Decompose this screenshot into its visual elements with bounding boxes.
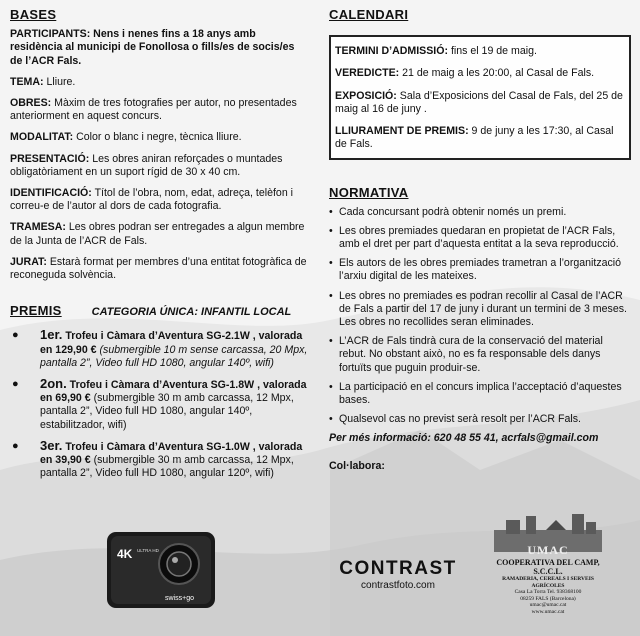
premis-title: PREMIS	[10, 303, 62, 319]
prize-detail: (submergible 30 m amb carcassa, 12 Mpx, pantalla 2”, Video full HD 1080, angular 140º, estabilitzador, wifi)	[40, 392, 294, 431]
normativa-item: • Les obres premiades quedaran en propietat de l’ACR Fals, amb el dret per part d’aquesta entitat a la seva reproducció.	[329, 224, 619, 251]
bases-item: MODALITAT: Color o blanc i negre, tècnica lliure.	[10, 131, 242, 144]
bullet-icon: ●	[12, 439, 19, 452]
prize-place: 2on.	[40, 376, 67, 392]
umac-logo	[486, 512, 610, 615]
contrast-url: contrastfoto.com	[361, 580, 435, 591]
normativa-item: • Cada concursant podrà obtenir només un premi.	[329, 205, 567, 218]
umac-email: umac@umac.cat	[529, 602, 567, 608]
prize-place: 3er.	[40, 437, 63, 453]
prize-head: Trofeu i Càmara d’Aventura SG-1.0W , valorada en 39,90 €	[40, 440, 303, 467]
bases-title: BASES	[10, 7, 57, 22]
bases-item: JURAT: Estarà format per membres d’una entitat fotogràfica de reconeguda solvència.	[10, 255, 307, 282]
calendari-item: VEREDICTE: 21 de maig a les 20:00, al Casal de Fals.	[335, 67, 595, 80]
calendari-item: EXPOSICIÓ: Sala d’Exposicions del Casal de Fals, del 25 de maig al 16 de juny .	[335, 89, 623, 115]
normativa-list	[329, 206, 631, 427]
normativa-item: • Les obres no premiades es podran recollir al Casal de l’ACR de Fals a partir del 17 de juny i durant un termini de 3 meses. Les obres no recollides seran eliminades.	[329, 289, 627, 329]
collabora-label: Col·labora:	[329, 459, 385, 472]
normativa-item: • Qualsevol cas no previst serà resolt per l’ACR Fals.	[329, 413, 581, 426]
umac-name: UMAC	[527, 543, 569, 557]
camera-brand-label: swiss+go	[165, 595, 194, 602]
bullet-icon: ●	[12, 378, 19, 391]
calendari-item: TERMINI D’ADMISSIÓ: fins el 19 de maig.	[335, 45, 537, 58]
left-column	[10, 8, 308, 480]
premis-category: CATEGORIA ÚNICA: INFANTIL LOCAL	[91, 306, 292, 319]
bases-item: PRESENTACIÓ: Les obres aniran reforçades o muntades obligatòriament en un suport rígid de 30 x 40 cm.	[10, 152, 283, 178]
prize-head: Trofeu i Càmara d’Aventura SG-1.8W , valorada en 69,90 €	[40, 379, 307, 405]
contact-info: Per més informació: 620 48 55 41, acrfals@gmail.com	[329, 432, 599, 445]
action-camera-image	[105, 530, 217, 610]
camera-4k-label: 4K	[117, 547, 133, 561]
bases-item: TEMA: Lliure.	[10, 75, 76, 88]
bases-item: PARTICIPANTS: Nens i nenes fins a 18 anys amb residència al municipi de Fonollosa o fills/es de socis/es de l’ACR Fals.	[10, 28, 295, 67]
bases-item: TRAMESA: Les obres podran ser entregades a algun membre de la Junta de l’ACR de Fals.	[10, 221, 305, 247]
bases-list	[10, 28, 308, 282]
umac-web: www.umac.cat	[531, 608, 565, 615]
prize-detail: (submergible 10 m sense carcassa, 20 Mpx, pantalla 2”, Video full HD 1080, angular 140º, wifi)	[40, 343, 308, 369]
bases-item: OBRES: Màxim de tres fotografies per autor, no presentades anteriorment en aquest concurs.	[10, 97, 297, 123]
prize-head: Trofeu i Càmara d’Aventura SG-2.1W , valorada en 129,90 €	[40, 330, 303, 356]
prize-item	[10, 328, 308, 370]
umac-address: Casa La Torra Tel. 938368100	[514, 589, 582, 595]
calendari-item: LLIURAMENT DE PREMIS: 9 de juny a les 17:30, al Casal de Fals.	[335, 125, 614, 151]
umac-full-name: COOPERATIVA DEL CAMP, S.C.C.L.	[496, 558, 600, 576]
normativa-item: • Els autors de les obres premiades trametran a l’organització l’arxiu digital de les mateixes.	[329, 257, 622, 283]
premis-header	[10, 304, 308, 319]
bases-item: IDENTIFICACIÓ: Títol de l’obra, nom, edat, adreça, telèfon i correu-e de l’autor al dors de cada fotografia.	[10, 187, 294, 213]
contrast-name: CONTRAST	[339, 558, 457, 579]
bullet-icon: ●	[12, 329, 19, 342]
calendari-box	[329, 35, 631, 160]
normativa-item: • L’ACR de Fals tindrà cura de la conservació del material rebut. No obstant això, no es fa responsable dels danys fortuïts que puguin produir-se.	[329, 335, 603, 374]
right-column	[329, 8, 631, 483]
umac-city: 08259 FALS (Barcelona)	[520, 595, 576, 602]
prize-item	[10, 377, 308, 432]
prize-detail: (submergible 30 m amb carcassa, 12 Mpx, pantalla 2”, Video full HD 1080, angular 120º, wifi)	[40, 454, 294, 480]
camera-uhd-label: ULTRA HD	[137, 548, 159, 553]
contrast-logo	[334, 558, 462, 591]
umac-activity: RAMADERIA, CEREALS I SERVEIS AGRÍCOLES	[502, 576, 594, 589]
prize-item	[10, 439, 308, 481]
normativa-title: NORMATIVA	[329, 185, 409, 201]
normativa-item: • La participació en el concurs implica l’acceptació d’aquestes bases.	[329, 380, 622, 407]
calendari-title: CALENDARI	[329, 7, 409, 22]
prize-place: 1er.	[40, 327, 63, 343]
